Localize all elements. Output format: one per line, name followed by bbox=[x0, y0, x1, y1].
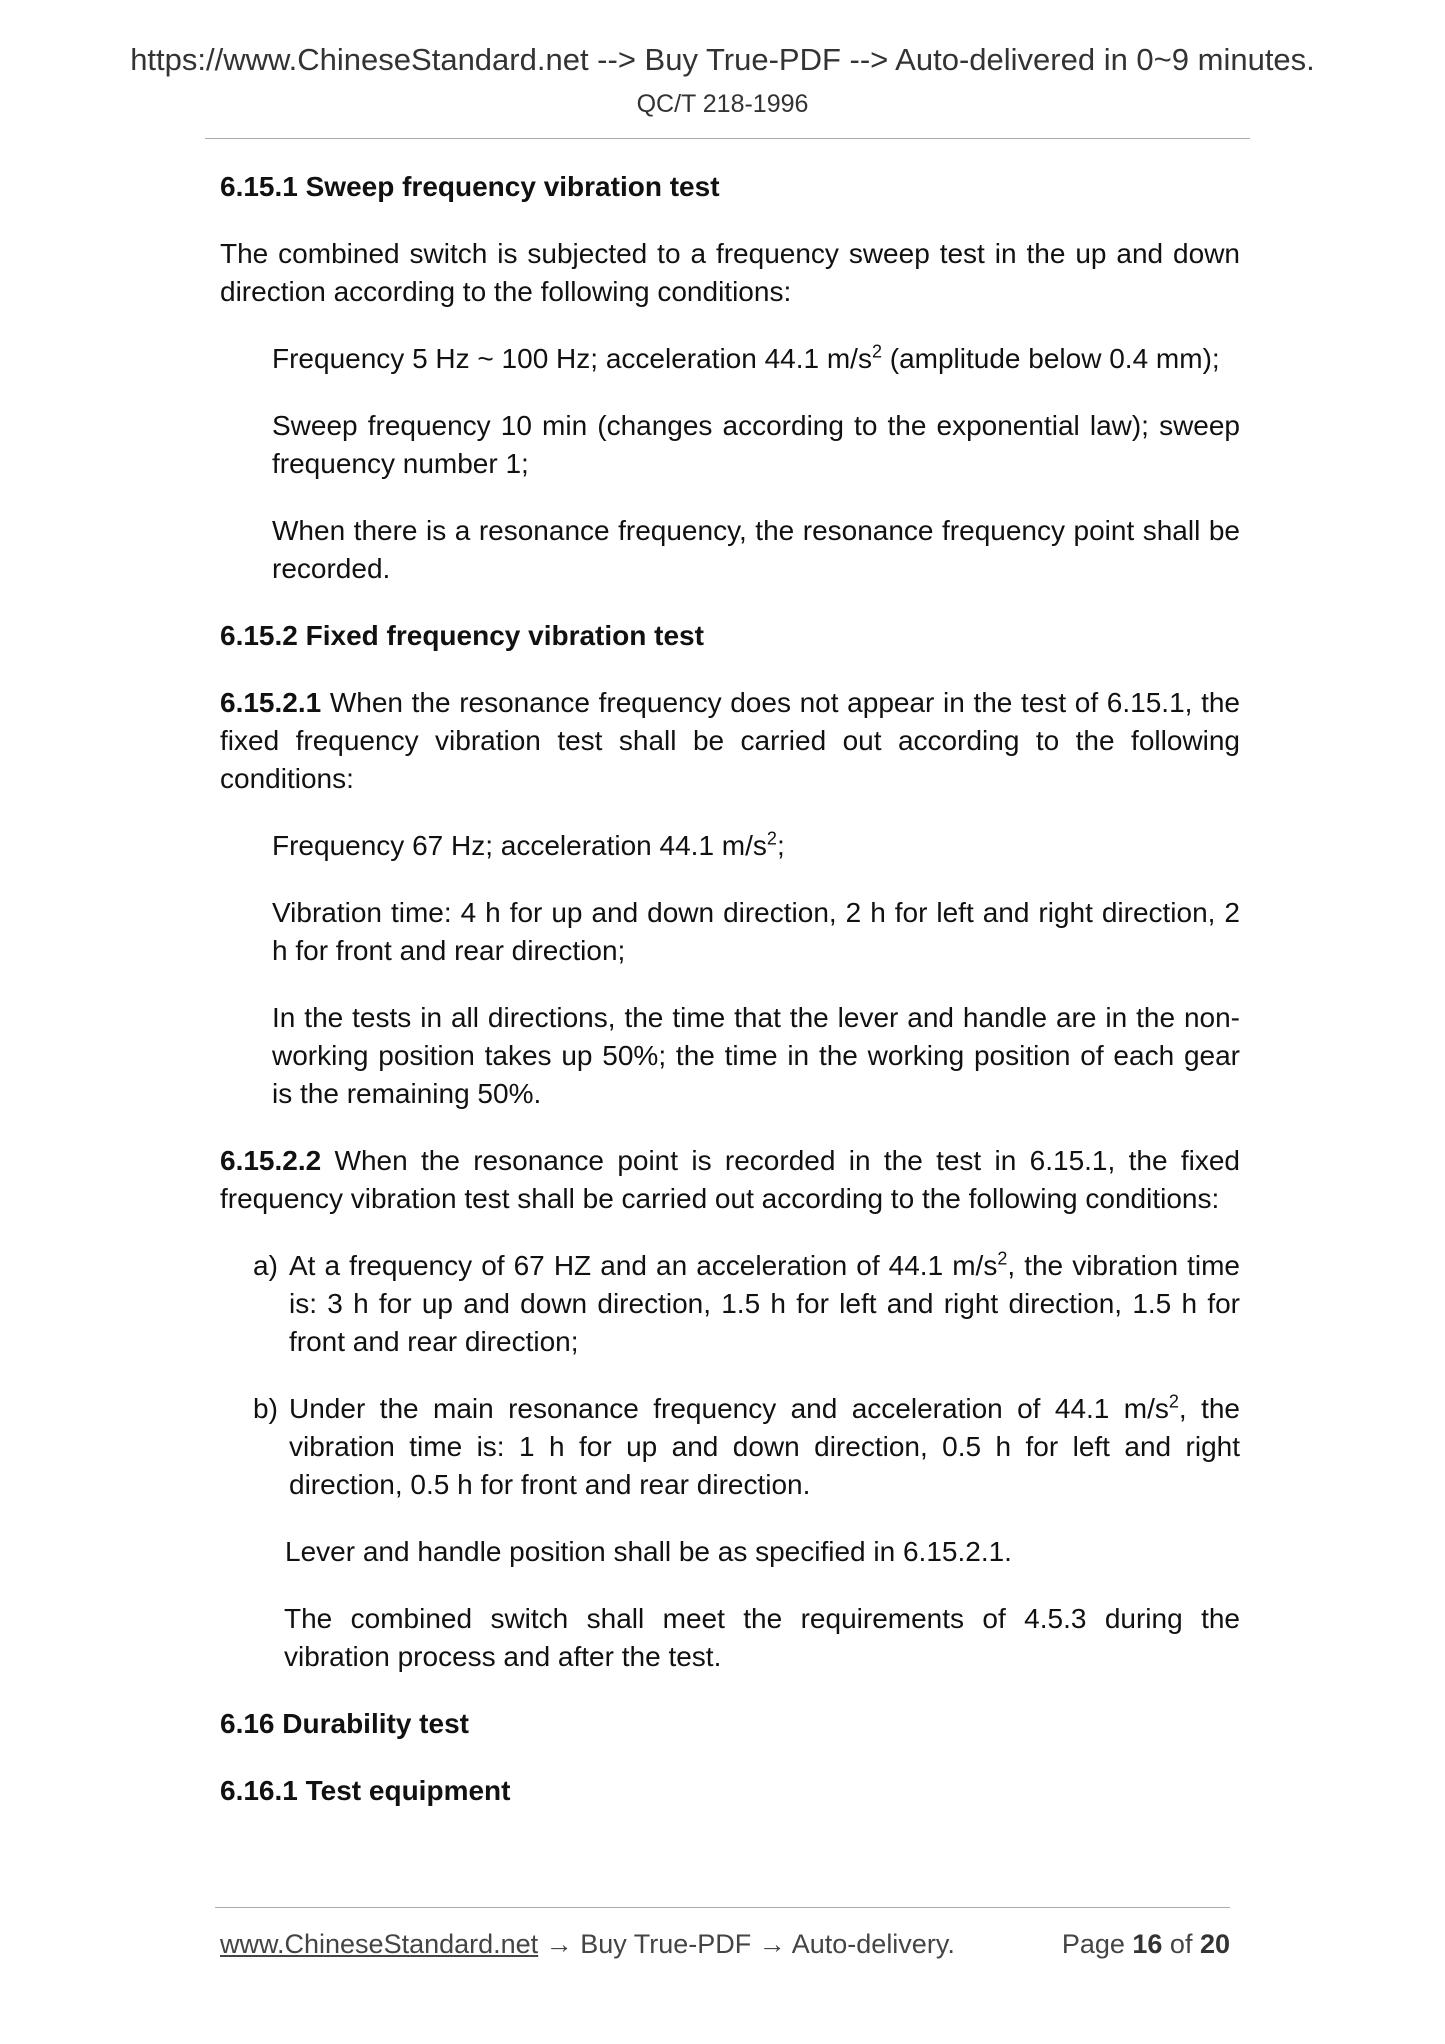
page-label: Page bbox=[1061, 1929, 1133, 1959]
list-marker: b) bbox=[253, 1393, 278, 1424]
list-marker: a) bbox=[253, 1250, 278, 1281]
list-text-part: At a frequency of 67 HZ and an acceleration of 44.1 m/s bbox=[289, 1250, 998, 1281]
clause-number: 6.15.2.1 bbox=[220, 687, 322, 718]
superscript: 2 bbox=[1168, 1391, 1179, 1412]
list-item-b bbox=[253, 1390, 1240, 1504]
list-text-part: Under the main resonance frequency and acceleration of 44.1 m/s bbox=[289, 1393, 1169, 1424]
superscript: 2 bbox=[871, 341, 882, 362]
list-text bbox=[289, 1390, 1240, 1504]
paragraph-vibration-time: Vibration time: 4 h for up and down direction, 2 h for left and right direction, 2 h for front and rear direction; bbox=[272, 897, 1240, 966]
paragraph-frequency-range bbox=[272, 340, 1240, 378]
frequency-67-text: Frequency 67 Hz; acceleration 44.1 m/s bbox=[272, 830, 767, 861]
paragraph-all-directions: In the tests in all directions, the time that the lever and handle are in the non-working position takes up 50%; the time in the working position of each gear is the remaining 50%. bbox=[272, 1002, 1240, 1109]
document-body bbox=[220, 168, 1240, 1839]
heading-6-15-2: 6.15.2 Fixed frequency vibration test bbox=[220, 620, 704, 651]
list-text bbox=[289, 1247, 1240, 1361]
frequency-range-text: Frequency 5 Hz ~ 100 Hz; acceleration 44.1 m/s bbox=[272, 343, 872, 374]
paragraph-combined-switch: The combined switch shall meet the requirements of 4.5.3 during the vibration process and after the test. bbox=[284, 1603, 1240, 1672]
paragraph-6-15-2-1 bbox=[220, 684, 1240, 798]
frequency-67-text-tail: ; bbox=[776, 830, 785, 861]
page-number: 16 bbox=[1132, 1929, 1163, 1959]
site-link[interactable]: www.ChineseStandard.net bbox=[220, 1929, 539, 1959]
page-indicator bbox=[1062, 1926, 1230, 1962]
superscript: 2 bbox=[997, 1248, 1008, 1269]
paragraph-lever: Lever and handle position shall be as specified in 6.15.2.1. bbox=[285, 1536, 1012, 1567]
list-item-a bbox=[253, 1247, 1240, 1361]
paragraph-frequency-67 bbox=[272, 827, 1240, 865]
clause-text: When the resonance frequency does not appear in the test of 6.15.1, the fixed frequency vibration test shall be carried out according to the following conditions: bbox=[220, 687, 1240, 794]
clause-number: 6.15.2.2 bbox=[220, 1145, 322, 1176]
list-text-part: , the vibration time is: 3 h for up and down direction, 1.5 h for left and right direction, 1.5 h for front and rear direction; bbox=[289, 1250, 1240, 1357]
paragraph-6-15-2-2 bbox=[220, 1142, 1240, 1218]
paragraph-resonance: When there is a resonance frequency, the resonance frequency point shall be recorded. bbox=[272, 515, 1240, 584]
frequency-range-text-tail: (amplitude below 0.4 mm); bbox=[881, 343, 1220, 374]
of-label: of bbox=[1162, 1929, 1200, 1959]
paragraph-intro: The combined switch is subjected to a frequency sweep test in the up and down direction according to the following conditions: bbox=[220, 238, 1240, 307]
list-text-part: , the vibration time is: 1 h for up and down direction, 0.5 h for left and right direction, 0.5 h for front and rear direction. bbox=[289, 1393, 1240, 1500]
document-code: QC/T 218-1996 bbox=[636, 90, 809, 118]
footer-divider bbox=[215, 1907, 1230, 1908]
header-banner: https://www.ChineseStandard.net --> Buy True-PDF --> Auto-delivered in 0~9 minutes. bbox=[130, 42, 1315, 77]
heading-6-16: 6.16 Durability test bbox=[220, 1708, 469, 1739]
footer bbox=[220, 1926, 1230, 1962]
clause-text: When the resonance point is recorded in the test in 6.15.1, the fixed frequency vibration test shall be carried out according to the following conditions: bbox=[220, 1145, 1240, 1214]
superscript: 2 bbox=[766, 828, 777, 849]
paragraph-sweep: Sweep frequency 10 min (changes according to the exponential law); sweep frequency number 1; bbox=[272, 410, 1240, 479]
total-pages: 20 bbox=[1199, 1929, 1230, 1959]
header-divider bbox=[205, 138, 1250, 139]
heading-6-16-1: 6.16.1 Test equipment bbox=[220, 1775, 511, 1806]
footer-tagline: → Buy True-PDF → Auto-delivery. bbox=[538, 1929, 955, 1959]
heading-6-15-1: 6.15.1 Sweep frequency vibration test bbox=[220, 171, 720, 202]
